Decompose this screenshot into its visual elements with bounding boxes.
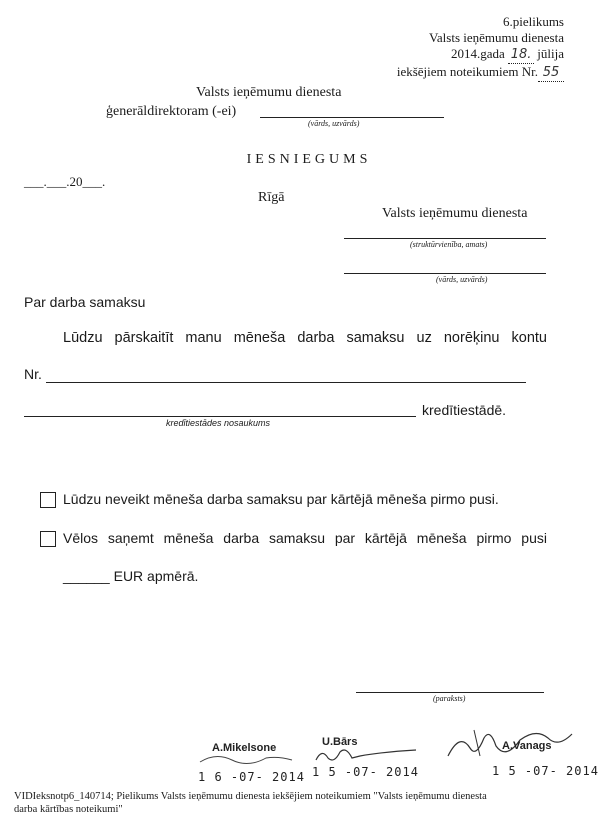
approval-name: A.Mikelsone: [212, 742, 277, 754]
approval-date: 1 6 -07- 2014: [198, 770, 305, 784]
applicant-name-caption: (vārds, uzvārds): [436, 275, 488, 284]
signature-line[interactable]: [356, 692, 544, 693]
place: Rīgā: [258, 190, 285, 205]
bank-name-line[interactable]: [24, 416, 416, 417]
option-2-checkbox[interactable]: [40, 531, 56, 547]
annex-year: 2014.gada: [450, 46, 505, 61]
option-2-label: Vēlos saņemt mēneša darba samaksu par kārtējā mēneša pirmo pusi: [63, 530, 547, 546]
annex-header: [397, 14, 564, 82]
bars-signature-icon: [312, 744, 422, 766]
addressee-line-1: Valsts ieņēmumu dienesta: [196, 85, 342, 100]
footer: [14, 790, 586, 816]
subject: Par darba samaksu: [24, 294, 146, 310]
signature-caption: (paraksts): [433, 694, 466, 703]
applicant-name-line[interactable]: [344, 273, 546, 274]
addressee-line-2: ģenerāldirektoram (-ei): [106, 104, 237, 119]
annex-regulation: iekšējiem noteikumiem Nr.: [396, 64, 538, 79]
approval-name: A.Vanags: [502, 740, 552, 752]
approval-date: 1 5 -07- 2014: [312, 765, 419, 779]
from-org: Valsts ieņēmumu dienesta: [382, 206, 528, 221]
director-name-line[interactable]: [260, 117, 444, 118]
footer-line-2: darba kārtības noteikumi": [14, 804, 123, 815]
amount-text: EUR apmērā.: [113, 568, 199, 584]
annex-month: jūlija: [537, 46, 564, 61]
account-number-line[interactable]: [46, 382, 526, 383]
option-1-checkbox[interactable]: [40, 492, 56, 508]
annex-line-1: 6.pielikums: [502, 14, 564, 29]
amount-input[interactable]: ______: [63, 568, 110, 584]
mikelsone-signature-icon: [196, 748, 296, 770]
amount-line: [63, 568, 198, 584]
footer-line-1: VIDIeksnotp6_140714; Pielikums Valsts ieņēmumu dienesta iekšējiem noteikumiem "Valsts ieņēmumu dienesta: [14, 791, 487, 802]
approval-name: U.Bārs: [322, 736, 358, 748]
annex-line-4: [397, 64, 564, 82]
approval-date: 1 5 -07- 2014: [492, 764, 599, 778]
annex-line-3: [397, 46, 564, 64]
director-name-caption: (vārds, uzvārds): [308, 119, 360, 128]
account-label: Nr.: [24, 366, 42, 382]
department-position-caption: (struktūrvienība, amats): [410, 240, 488, 249]
date-field[interactable]: ___.___.20___.: [24, 174, 106, 189]
option-1-label: Lūdzu neveikt mēneša darba samaksu par kārtējā mēneša pirmo pusi.: [63, 491, 499, 507]
annex-day-handwritten: 18.: [508, 47, 534, 64]
annex-line-2: Valsts ieņēmumu dienesta: [428, 30, 564, 45]
bank-suffix: kredītiestādē.: [422, 402, 507, 418]
bank-name-caption: kredītiestādes nosaukums: [166, 418, 271, 428]
request-text: Lūdzu pārskaitīt manu mēneša darba samaksu uz norēķinu kontu: [63, 330, 547, 346]
department-position-line[interactable]: [344, 238, 546, 239]
document-title: IESNIEGUMS: [246, 152, 372, 167]
annex-number-handwritten: 55: [538, 65, 564, 82]
